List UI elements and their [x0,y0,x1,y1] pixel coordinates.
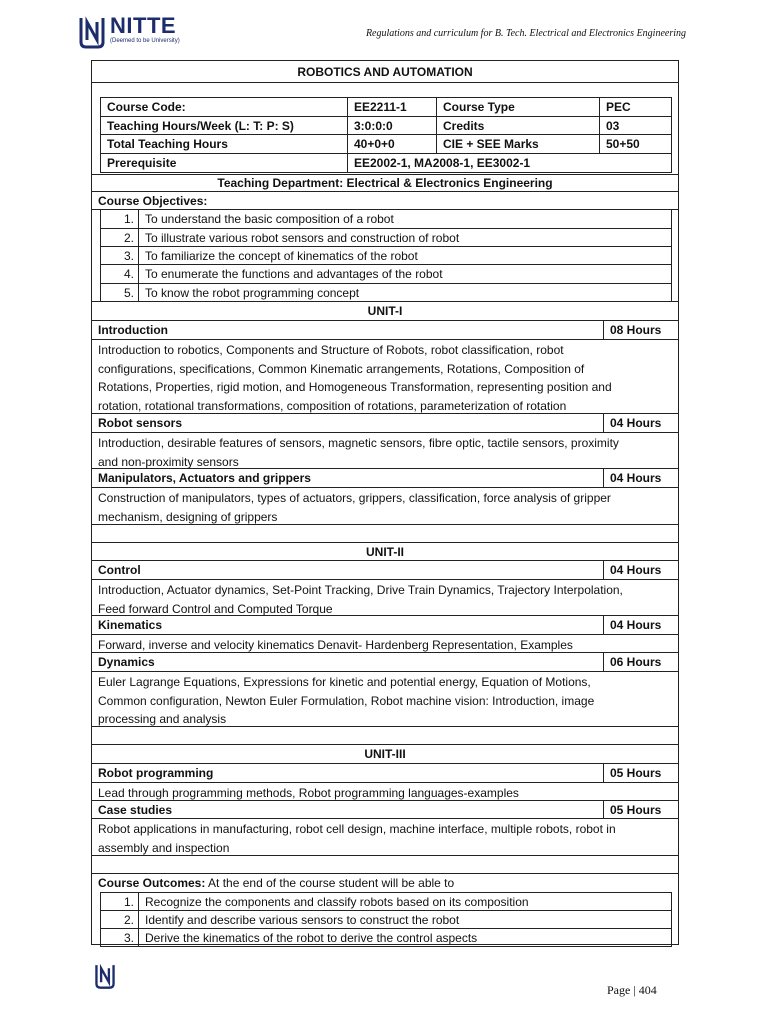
info-row [101,98,671,117]
page-number: Page | 404 [607,983,657,997]
description-line: mechanism, designing of grippers [98,509,278,524]
unit-heading-row [92,543,678,561]
topic-heading-row [92,801,678,819]
info-value: PEC [599,98,671,116]
objectives-heading-row [92,192,678,210]
spacer-row [92,856,678,874]
teaching-department: Teaching Department: Electrical & Electronics Engineering [217,176,553,190]
objective-number: 1. [101,210,139,228]
objective-item [101,284,671,302]
info-label: Credits [436,117,599,134]
topic-title: Robot sensors [98,416,183,430]
topic-title: Kinematics [98,618,163,632]
unit-heading-row [92,302,678,321]
objective-item [101,247,671,265]
objective-number: 3. [101,247,139,264]
topic-hours: 05 Hours [603,764,678,782]
department-row [92,174,678,192]
objective-text: To enumerate the functions and advantages of the robot [145,267,443,281]
topic-description-row [92,819,678,856]
description-line: Forward, inverse and velocity kinematics Denavit- Hardenberg Representation, Examples [98,638,573,652]
topic-heading-row [92,653,678,672]
topic-hours: 04 Hours [603,616,678,634]
outcomes-area [92,874,678,944]
topic-description [92,340,678,415]
topic-title: Introduction [98,323,168,337]
description-line: Rotations, Properties, rigid motion, and Homogeneous Transformation, representing position and [98,380,612,394]
info-row [101,117,671,135]
topic-heading-row [92,561,678,580]
description-line: Robot applications in manufacturing, robot cell design, machine interface, multiple robots, robot in [98,822,616,836]
topic-description [92,433,678,471]
topic-description-row [92,783,678,801]
description-line: Construction of manipulators, types of actuators, grippers, classification, force analysis of gripper [98,491,611,505]
unit-heading: UNIT-I [367,304,403,318]
outcome-number: 2. [101,911,139,928]
topic-description-row [92,580,678,616]
info-label: Total Teaching Hours [107,137,228,151]
topic-hours: 08 Hours [603,321,678,339]
course-info-table [100,97,672,173]
course-title: ROBOTICS AND AUTOMATION [297,64,473,79]
objective-item [101,210,671,229]
outcomes-heading: Course Outcomes: [98,876,206,890]
course-title-row [92,61,678,83]
topic-hours: 04 Hours [603,414,678,432]
outcomes-heading-line [92,874,678,892]
objectives-area [92,210,678,302]
topic-description [92,672,678,729]
course-document [91,60,679,945]
objectives-heading: Course Objectives: [98,193,208,208]
topic-title: Manipulators, Actuators and grippers [98,471,311,485]
spacer-row [92,727,678,745]
topic-heading-row [92,616,678,635]
unit-heading: UNIT-III [364,747,406,761]
outcome-item [101,893,671,911]
outcome-text: Recognize the components and classify robots based on its composition [145,894,529,909]
topic-hours: 06 Hours [603,653,678,671]
description-line: Euler Lagrange Equations, Expressions for kinetic and potential energy, Equation of Motions, [98,675,591,689]
nitte-logo [78,14,180,50]
outcome-text: Derive the kinematics of the robot to derive the control aspects [145,930,478,945]
outcome-item [101,911,671,929]
course-info-area [92,83,678,177]
info-value: 3:0:0:0 [347,117,436,134]
outcome-number: 1. [101,893,139,910]
outcome-number: 3. [101,929,139,946]
document-header-title: Regulations and curriculum for B. Tech. Electrical and Electronics Engineering [365,28,686,39]
objective-number: 2. [101,229,139,246]
logo-name: NITTE [110,13,177,38]
info-row [101,154,671,172]
info-value: 40+0+0 [347,135,436,153]
description-line: Introduction to robotics, Components and Structure of Robots, robot classification, robot [98,343,564,357]
topic-title: Case studies [98,802,173,817]
objective-text: To understand the basic composition of a robot [145,212,394,226]
topic-heading-row [92,469,678,488]
description-line: Feed forward Control and Computed Torque [98,601,333,616]
topic-description-row [92,635,678,653]
objective-text: To know the robot programming concept [145,286,360,300]
topic-description [92,819,678,857]
topic-title: Dynamics [98,655,155,669]
logo-subtitle: (Deemed to be University) [110,38,180,44]
objective-item [101,265,671,284]
topic-description-row [92,672,678,727]
info-label: Teaching Hours/Week (L: T: P: S) [107,118,294,133]
unit-heading: UNIT-II [366,544,404,559]
topic-description-row [92,433,678,469]
topic-description-row [92,340,678,414]
description-line: processing and analysis [98,712,227,726]
description-line: Introduction, Actuator dynamics, Set-Point Tracking, Drive Train Dynamics, Trajectory Interpolation, [98,583,623,597]
unit-heading-row [92,745,678,764]
objective-text: To illustrate various robot sensors and construction of robot [145,230,460,245]
topic-heading-row [92,764,678,783]
topic-heading-row [92,321,678,340]
spacer-row [92,525,678,543]
info-value: EE2211-1 [347,98,436,116]
info-label: Course Type [436,98,599,116]
info-row [101,135,671,154]
topic-hours: 05 Hours [603,801,678,818]
info-label: Prerequisite [107,156,177,170]
objective-number: 5. [101,284,139,302]
description-line: Common configuration, Newton Euler Formulation, Robot machine vision: Introduction, image [98,693,595,708]
info-label: Course Code: [107,100,186,114]
description-line: Lead through programming methods, Robot programming languages-examples [98,786,519,800]
outcomes-list [100,892,672,947]
description-line: rotation, rotational transformations, composition of rotations, parameterization of rotation [98,398,567,413]
objective-item [101,229,671,247]
info-value: 03 [599,117,671,134]
description-line: configurations, specifications, Common Kinematic arrangements, Rotations, Composition of [98,361,585,376]
outcome-text: Identify and describe various sensors to construct the robot [145,912,460,927]
description-line: and non-proximity sensors [98,454,239,469]
nitte-emblem-icon [78,14,106,50]
objective-text: To familiarize the concept of kinematics of the robot [145,248,418,263]
topic-description-row [92,488,678,525]
topic-hours: 04 Hours [603,469,678,487]
outcomes-intro: At the end of the course student will be able to [205,876,455,890]
topic-hours: 04 Hours [603,561,678,579]
outcome-item [101,929,671,946]
objective-number: 4. [101,265,139,283]
topic-title: Robot programming [98,766,214,780]
topic-heading-row [92,414,678,433]
topic-description [92,635,678,655]
topic-title: Control [98,563,141,577]
info-label: CIE + SEE Marks [436,135,599,153]
description-line: assembly and inspection [98,840,230,855]
info-value: 50+50 [599,135,671,153]
description-line: Introduction, desirable features of sensors, magnetic sensors, fibre optic, tactile sensors, proximity [98,436,619,450]
footer-emblem-icon [93,962,117,990]
topic-description [92,488,678,526]
topic-description [92,580,678,618]
objectives-list [100,209,672,302]
topic-description [92,783,678,803]
info-value: EE2002-1, MA2008-1, EE3002-1 [347,154,671,172]
